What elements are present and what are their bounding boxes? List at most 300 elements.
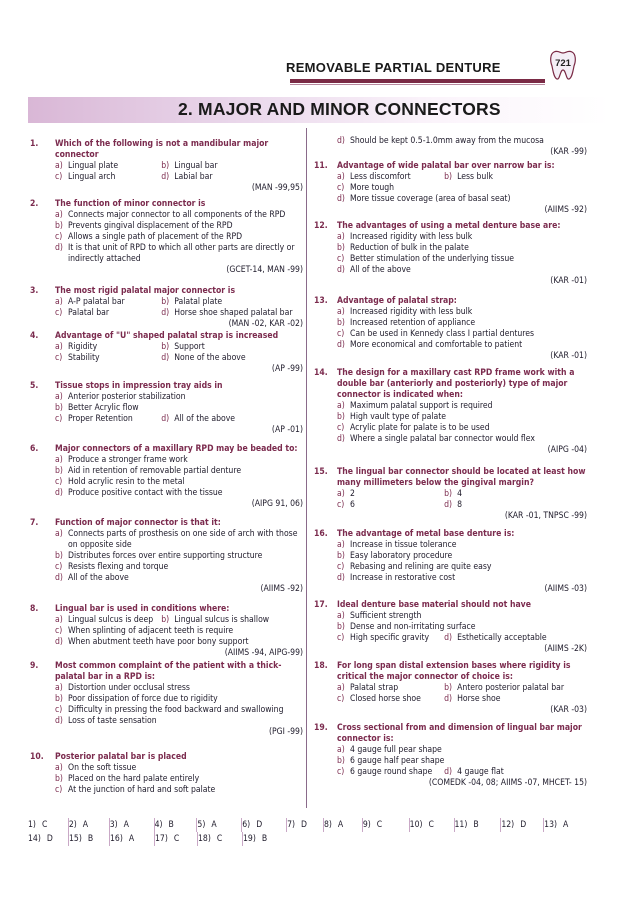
option-letter: d)	[337, 136, 345, 146]
question	[314, 368, 587, 456]
option	[444, 489, 587, 500]
question-text: The advantages of using a metal denture base are:	[337, 221, 561, 231]
option	[55, 785, 303, 796]
option-letter: a)	[55, 455, 63, 465]
option-letter: d)	[161, 308, 170, 318]
option-row	[55, 414, 303, 425]
option	[337, 683, 444, 694]
answer-letter: A	[563, 820, 569, 830]
question-text: connector is:	[337, 734, 394, 744]
option-text: Lingual sulcus is deep	[68, 615, 154, 625]
option	[337, 307, 587, 318]
option-text: Increased rigidity with less bulk	[350, 232, 473, 242]
option	[161, 342, 303, 353]
option	[337, 172, 444, 183]
option-letter: d)	[161, 172, 170, 182]
option	[337, 540, 587, 551]
option-row	[337, 172, 587, 183]
option-text: Prevents gingival displacement of the RPD	[68, 221, 233, 231]
option-letter: a)	[55, 210, 63, 220]
answer-letter: B	[473, 820, 479, 830]
exam-reference: (PGI -99)	[268, 727, 303, 737]
option-letter: c)	[55, 477, 63, 487]
option-text: Less discomfort	[350, 172, 411, 182]
option	[55, 716, 303, 727]
option-letter: b)	[55, 551, 63, 561]
option-letter: b)	[337, 756, 345, 766]
question	[30, 199, 303, 276]
question-text: connector is indicated when:	[337, 390, 463, 400]
question	[314, 161, 587, 216]
option	[55, 694, 303, 705]
option-text: Labial bar	[174, 172, 213, 182]
answer-number: 11)	[454, 820, 468, 830]
option-text: Should be kept 0.5-1.0mm away from the mucosa	[350, 136, 544, 146]
question-text: Advantage of wide palatal bar over narrow bar is:	[337, 161, 555, 171]
option-letter: b)	[337, 551, 345, 561]
option	[161, 615, 303, 626]
option-text: Connects parts of prosthesis on one side of arch with those on opposite side	[68, 529, 298, 550]
answer-letter: A	[211, 820, 217, 830]
option	[55, 705, 303, 716]
question	[30, 604, 303, 659]
answer-cell	[324, 818, 363, 832]
answer-letter: C	[428, 820, 434, 830]
question-text: Lingual bar is used in conditions where:	[55, 604, 230, 614]
option-text: When splinting of adjacent teeth is require	[68, 626, 234, 636]
option	[55, 243, 303, 265]
option-letter: b)	[161, 297, 170, 307]
option-letter: d)	[161, 414, 170, 424]
answer-number: 15)	[69, 834, 82, 844]
option-text: Loss of taste sensation	[68, 716, 157, 726]
exam-reference: (KAR -99)	[550, 147, 587, 157]
option-text: Allows a single path of placement of the RPD	[68, 232, 243, 242]
option-letter: d)	[337, 434, 345, 444]
option	[55, 774, 303, 785]
question-text: The most rigid palatal major connector is	[55, 286, 236, 296]
question-text: palatal bar in a RPD is:	[55, 672, 155, 682]
option-text: It is that unit of RPD to which all other parts are directly or indirectly attached	[68, 243, 295, 264]
option-text: Anterior posterior stabilization	[68, 392, 186, 402]
option-text: Increase in restorative cost	[350, 573, 456, 583]
option-text: Distributes forces over entire supporting structure	[68, 551, 263, 561]
option	[55, 477, 303, 488]
answer-letter: A	[128, 834, 135, 844]
answer-cell	[198, 832, 243, 846]
option	[337, 423, 587, 434]
option-letter: b)	[55, 466, 63, 476]
answer-letter: A	[123, 820, 129, 830]
option-letter: c)	[55, 626, 63, 636]
option	[337, 611, 587, 622]
option-letter: b)	[55, 694, 63, 704]
answer-number: 18)	[198, 834, 211, 844]
question-number: 12.	[314, 221, 328, 231]
option-letter: a)	[55, 615, 63, 625]
answer-number: 7)	[287, 820, 296, 830]
option-letter: a)	[337, 540, 345, 550]
option-letter: a)	[55, 161, 63, 171]
option-letter: a)	[55, 342, 63, 352]
option	[444, 633, 587, 644]
option-text: Palatal plate	[174, 297, 223, 307]
question-number: 8.	[30, 604, 39, 614]
option-row	[337, 694, 587, 705]
option	[337, 500, 444, 511]
question-number: 3.	[30, 286, 39, 296]
option-text: Where a single palatal bar connector would flex	[350, 434, 535, 444]
answer-cell	[28, 818, 69, 832]
option	[55, 683, 303, 694]
exam-reference: (AIIMS -92)	[260, 584, 303, 594]
option-letter: a)	[55, 683, 63, 693]
answer-cell	[501, 818, 544, 832]
option-text: Easy laboratory procedure	[350, 551, 453, 561]
option-text: High vault type of palate	[350, 412, 447, 422]
option-letter: d)	[55, 716, 63, 726]
option	[337, 745, 587, 756]
option-text: Aid in retention of removable partial denture	[68, 466, 242, 476]
answer-cell	[544, 818, 584, 832]
option-letter: c)	[337, 767, 345, 777]
question	[337, 136, 587, 158]
option-text: All of the above	[174, 414, 236, 424]
option	[55, 551, 303, 562]
option-text: 4 gauge full pear shape	[350, 745, 442, 755]
option-letter: c)	[55, 172, 63, 182]
option-text: Can be used in Kennedy class I partial dentures	[350, 329, 535, 339]
question-number: 17.	[314, 600, 328, 610]
answer-letter: D	[256, 820, 263, 830]
option-text: Lingual sulcus is shallow	[174, 615, 270, 625]
option-text: Lingual arch	[68, 172, 116, 182]
option-text: Support	[174, 342, 205, 352]
option-text: Stability	[68, 353, 100, 363]
option-letter: a)	[337, 401, 345, 411]
option	[444, 683, 587, 694]
option-text: Rigidity	[68, 342, 98, 352]
option	[55, 403, 303, 414]
option-text: 2	[350, 489, 355, 499]
question-number: 13.	[314, 296, 328, 306]
answer-number: 6)	[242, 820, 251, 830]
option	[337, 573, 587, 584]
option-text: All of the above	[350, 265, 411, 275]
answer-number: 10)	[409, 820, 423, 830]
option	[55, 573, 303, 584]
question-number: 2.	[30, 199, 39, 209]
answer-letter: B	[168, 820, 174, 830]
option-letter: b)	[444, 683, 453, 693]
option-row	[55, 353, 303, 364]
question-text: Most common complaint of the patient with a thick-	[55, 661, 282, 671]
option-letter: c)	[55, 705, 63, 715]
option	[337, 183, 587, 194]
question-number: 5.	[30, 381, 39, 391]
option-row	[55, 161, 303, 172]
exam-reference: (MAN -99,95)	[251, 183, 303, 193]
option-row	[337, 683, 587, 694]
answer-letter: A	[82, 820, 89, 830]
question	[30, 139, 303, 194]
header-rule	[290, 79, 545, 83]
option-letter: c)	[337, 562, 345, 572]
answer-number: 5)	[197, 820, 206, 830]
option	[55, 615, 161, 626]
option-letter: d)	[55, 637, 63, 647]
tooth-icon	[548, 48, 578, 82]
option-letter: a)	[55, 763, 63, 773]
option	[55, 161, 161, 172]
option-letter: b)	[337, 243, 345, 253]
option	[161, 297, 303, 308]
option-text: A-P palatal bar	[68, 297, 125, 307]
answer-number: 1)	[28, 820, 36, 830]
question-text: Function of major connector is that it:	[55, 518, 221, 528]
answer-number: 4)	[154, 820, 163, 830]
option-row	[337, 489, 587, 500]
option-letter: c)	[55, 785, 63, 795]
answer-number: 13)	[544, 820, 558, 830]
option-letter: d)	[444, 694, 453, 704]
option	[55, 392, 303, 403]
option-text: Antero posterior palatal bar	[457, 683, 565, 693]
option-text: Increased rigidity with less bulk	[350, 307, 473, 317]
option-letter: b)	[337, 412, 345, 422]
answer-cell	[69, 818, 110, 832]
option-letter: b)	[55, 221, 63, 231]
question	[30, 518, 303, 595]
question-text: connector	[55, 150, 99, 160]
option-letter: c)	[337, 183, 345, 193]
question	[314, 723, 587, 789]
exam-reference: (AIIMS -94, AIPG-99)	[224, 648, 303, 658]
option-letter: c)	[55, 353, 63, 363]
option	[55, 637, 303, 648]
option	[55, 172, 161, 183]
exam-reference: (AP -01)	[271, 425, 303, 435]
option	[161, 161, 303, 172]
question	[314, 529, 587, 595]
option-row	[55, 308, 303, 319]
option-text: Proper Retention	[68, 414, 133, 424]
option	[337, 412, 587, 423]
option-text: Palatal bar	[68, 308, 110, 318]
column-divider	[306, 128, 307, 808]
question-text: critical the major connector of choice is:	[337, 672, 513, 682]
option	[55, 297, 161, 308]
question	[30, 752, 303, 796]
page-number: 721	[555, 58, 571, 69]
question-number: 9.	[30, 661, 39, 671]
option	[55, 455, 303, 466]
option-text: Palatal strap	[350, 683, 399, 693]
exam-reference: (AP -99)	[271, 364, 303, 374]
option-text: Maximum palatal support is required	[350, 401, 493, 411]
option	[337, 401, 587, 412]
answer-cell	[155, 832, 198, 846]
question-text: double bar (anteriorly and posteriorly) type of major	[337, 379, 568, 389]
option-text: High specific gravity	[350, 633, 430, 643]
option-letter: c)	[337, 254, 345, 264]
answer-letter: D	[46, 834, 53, 844]
answer-number: 2)	[68, 820, 77, 830]
answer-number: 9)	[362, 820, 371, 830]
option	[337, 254, 587, 265]
question	[314, 467, 587, 522]
option-letter: c)	[55, 414, 63, 424]
option-text: Produce positive contact with the tissue	[68, 488, 223, 498]
exam-reference: (AIIMS -03)	[544, 584, 587, 594]
option-letter: b)	[161, 615, 170, 625]
option-text: 6	[350, 500, 355, 510]
question-number: 18.	[314, 661, 328, 671]
option-text: Increase in tissue tolerance	[350, 540, 457, 550]
option	[337, 340, 587, 351]
option-letter: d)	[337, 265, 345, 275]
option	[161, 414, 303, 425]
option-row	[55, 342, 303, 353]
answer-cell	[110, 832, 155, 846]
question-text: many millimeters below the gingival margin?	[337, 478, 534, 488]
answer-cell	[455, 818, 502, 832]
option	[337, 633, 444, 644]
option-letter: b)	[161, 161, 170, 171]
option-text: On the soft tissue	[68, 763, 137, 773]
option	[337, 434, 587, 445]
question	[30, 286, 303, 330]
exam-reference: (KAR -01, TNPSC -99)	[504, 511, 587, 521]
option-text: Dense and non-irritating surface	[350, 622, 476, 632]
answer-row	[28, 832, 584, 846]
answer-cell	[363, 818, 410, 832]
question-number: 15.	[314, 467, 328, 477]
question-text: Advantage of "U" shaped palatal strap is increased	[55, 331, 279, 341]
option	[55, 529, 303, 551]
answer-letter: D	[301, 820, 307, 830]
question	[314, 600, 587, 655]
answer-letter: B	[87, 834, 94, 844]
option-text: None of the above	[174, 353, 246, 363]
exam-reference: (AIPG -04)	[547, 445, 587, 455]
answer-cell	[155, 818, 198, 832]
exam-reference: (GCET-14, MAN -99)	[226, 265, 303, 275]
option	[55, 626, 303, 637]
option	[337, 329, 587, 340]
option-text: More tough	[350, 183, 395, 193]
answer-cell	[69, 832, 110, 846]
question-text: The function of minor connector is	[55, 199, 206, 209]
answer-number: 3)	[109, 820, 118, 830]
option-letter: c)	[55, 232, 63, 242]
exam-reference: (MAN -02, KAR -02)	[228, 319, 303, 329]
option-text: Horse shoe	[457, 694, 501, 704]
section-title: REMOVABLE PARTIAL DENTURE	[286, 60, 501, 75]
option-text: Better stimulation of the underlying tissue	[350, 254, 515, 264]
answer-letter: D	[520, 820, 527, 830]
option-letter: b)	[444, 489, 453, 499]
option	[337, 318, 587, 329]
option-letter: a)	[337, 232, 345, 242]
option-text: Hold acrylic resin to the metal	[68, 477, 185, 487]
answer-letter: C	[41, 820, 48, 830]
option	[55, 763, 303, 774]
question-text: Tissue stops in impression tray aids in	[55, 381, 223, 391]
option-text: All of the above	[68, 573, 129, 583]
question-number: 10.	[30, 752, 44, 762]
option	[161, 172, 303, 183]
option-letter: d)	[55, 573, 63, 583]
option-text: Lingual plate	[68, 161, 119, 171]
option-letter: d)	[55, 243, 63, 253]
answer-letter: C	[376, 820, 383, 830]
option-letter: a)	[55, 392, 63, 402]
running-header	[0, 52, 638, 86]
option	[444, 500, 587, 511]
question-text: For long span distal extension bases where rigidity is	[337, 661, 571, 671]
option	[55, 488, 303, 499]
exam-reference: (AIPG 91, 06)	[251, 499, 303, 509]
option-row	[55, 615, 303, 626]
answer-letter: A	[337, 820, 344, 830]
answer-cell	[110, 818, 155, 832]
answer-number: 14)	[28, 834, 41, 844]
option-letter: c)	[337, 423, 345, 433]
option-text: Connects major connector to all components of the RPD	[68, 210, 286, 220]
option	[55, 308, 161, 319]
answer-cell	[410, 818, 455, 832]
exam-reference: (AIIMS -2K)	[544, 644, 587, 654]
question-text: Posterior palatal bar is placed	[55, 752, 187, 762]
option	[55, 562, 303, 573]
option	[55, 342, 161, 353]
option-letter: c)	[337, 500, 345, 510]
option-text: Lingual bar	[174, 161, 218, 171]
question-text: The lingual bar connector should be located at least how	[337, 467, 586, 477]
exam-reference: (KAR -01)	[550, 351, 587, 361]
option-letter: c)	[337, 633, 345, 643]
question-number: 16.	[314, 529, 328, 539]
option-text: Reduction of bulk in the palate	[350, 243, 469, 253]
option-letter: d)	[444, 500, 453, 510]
question	[30, 444, 303, 510]
option	[337, 194, 587, 205]
exam-reference: (KAR -01)	[550, 276, 587, 286]
option-letter: d)	[337, 194, 345, 204]
option-text: Better Acrylic flow	[68, 403, 139, 413]
option	[444, 172, 587, 183]
option-text: More tissue coverage (area of basal seat)	[350, 194, 511, 204]
header-rule-thin	[290, 84, 545, 85]
option-row	[55, 297, 303, 308]
option-letter: c)	[55, 308, 63, 318]
option-letter: b)	[161, 342, 170, 352]
question-text: The advantage of metal base denture is:	[337, 529, 515, 539]
answer-row	[28, 818, 584, 832]
option	[444, 694, 587, 705]
question	[314, 661, 587, 716]
option-text: More economical and comfortable to patient	[350, 340, 523, 350]
option-letter: a)	[337, 611, 345, 621]
question-number: 1.	[30, 139, 39, 149]
chapter-banner	[28, 97, 610, 123]
question-text: Ideal denture base material should not have	[337, 600, 531, 610]
question-number: 6.	[30, 444, 39, 454]
option	[337, 136, 587, 147]
option	[337, 232, 587, 243]
option-letter: b)	[55, 403, 63, 413]
